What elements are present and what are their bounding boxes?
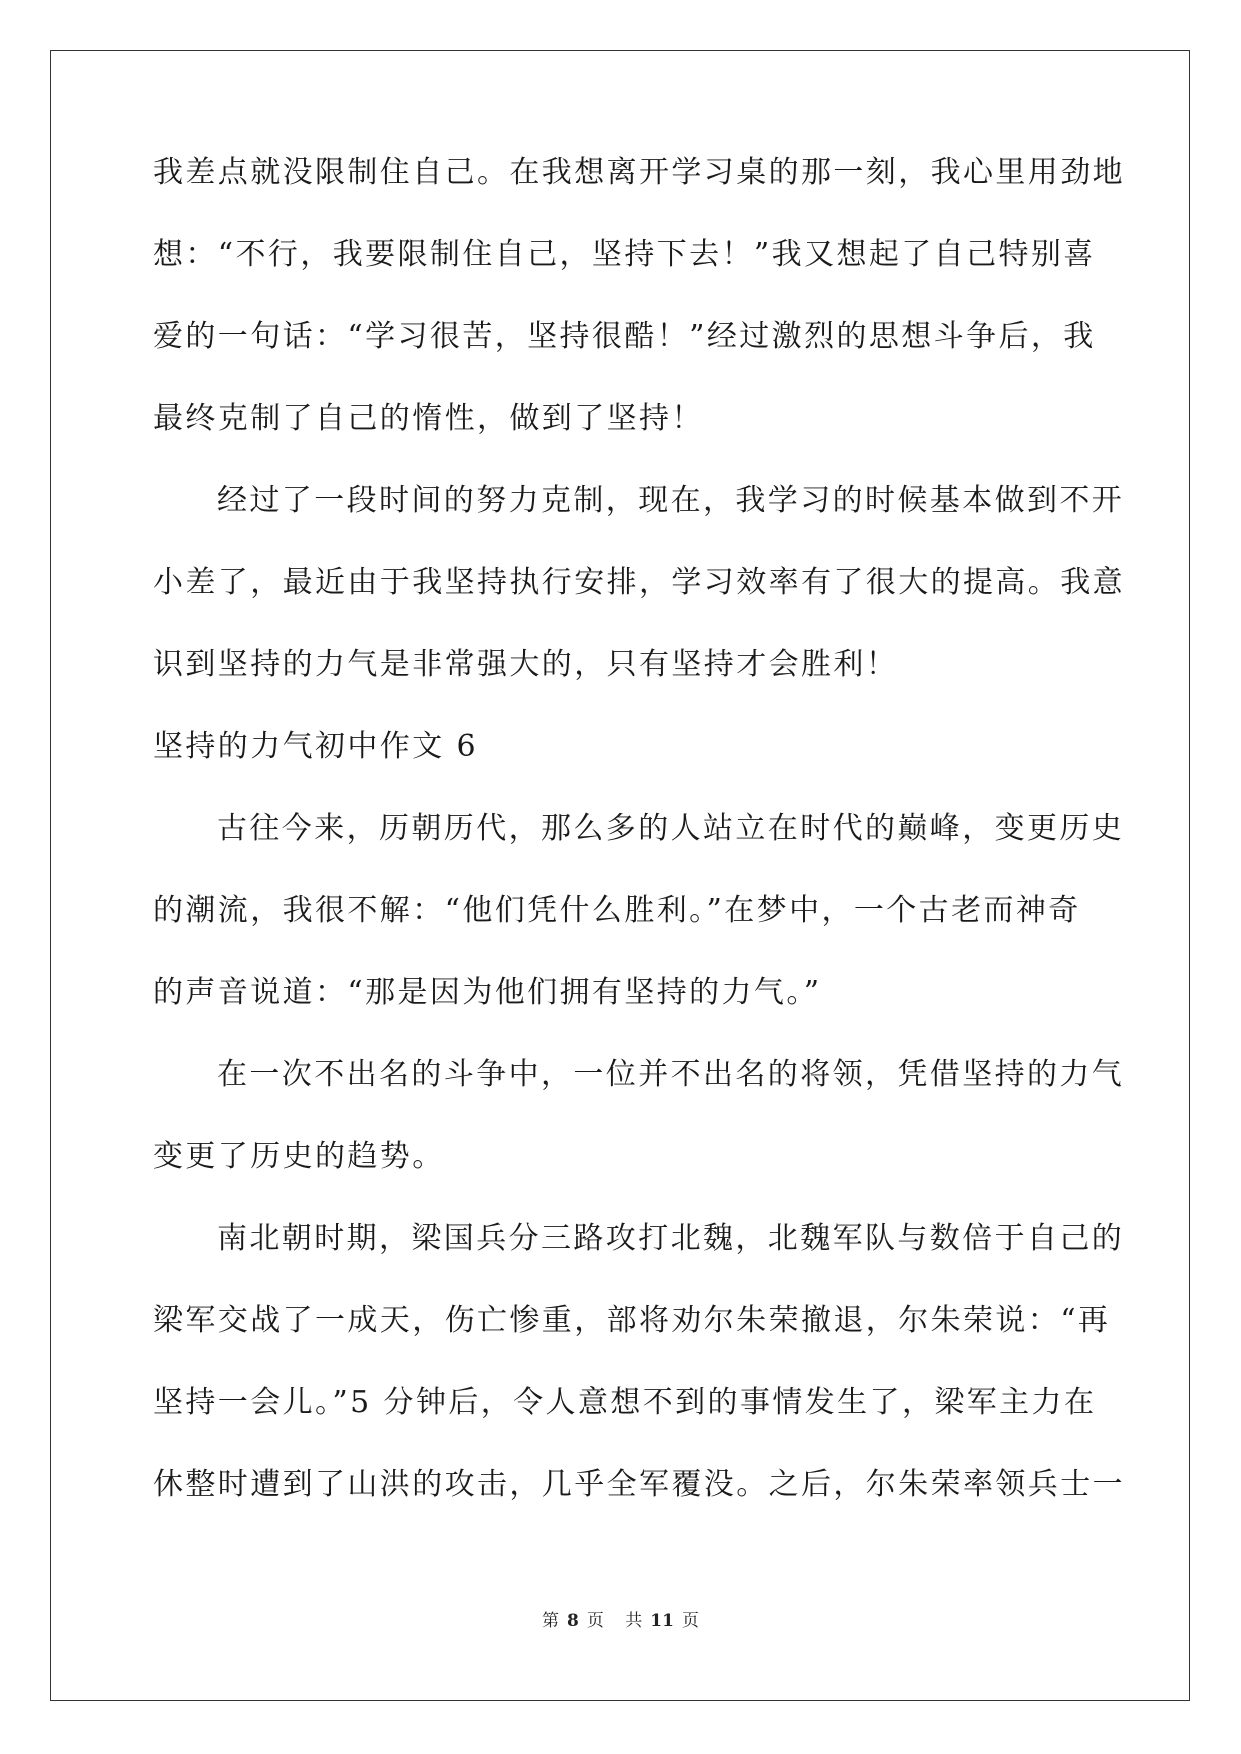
text-line: 梁军交战了一成天，伤亡惨重，部将劝尔朱荣撤退，尔朱荣说：“再 (153, 1303, 1111, 1338)
text-line: 变更了历史的趋势。 (153, 1139, 445, 1174)
page-footer (0, 1606, 1241, 1631)
document-body (153, 155, 1125, 1552)
total-indicator (621, 1611, 703, 1631)
page-prefix: 第 (542, 1611, 560, 1631)
section-title: 坚持的力气初中作文 6 (153, 729, 479, 764)
text-line: 我差点就没限制住自己。在我想离开学习桌的那一刻，我心里用劲地 (153, 155, 1125, 190)
paragraph-first-line: 南北朝时期，梁国兵分三路攻打北魏，北魏军队与数倍于自己的 (217, 1221, 1125, 1256)
page-number: 8 (567, 1611, 579, 1631)
total-prefix: 共 (625, 1611, 643, 1631)
text-line: 休整时遭到了山洪的攻击，几乎全军覆没。之后，尔朱荣率领兵士一 (153, 1467, 1125, 1502)
page-indicator (538, 1611, 608, 1631)
text-line: 爱的一句话：“学习很苦，坚持很酷！”经过激烈的思想斗争后，我 (153, 319, 1096, 354)
paragraph-first-line: 经过了一段时间的努力克制，现在，我学习的时候基本做到不开 (217, 483, 1125, 518)
text-line: 最终克制了自己的惰性，做到了坚持！ (153, 401, 704, 436)
total-pages: 11 (650, 1611, 674, 1631)
text-line: 小差了，最近由于我坚持执行安排，学习效率有了很大的提高。我意 (153, 565, 1125, 600)
text-line: 的潮流，我很不解：“他们凭什么胜利。”在梦中，一个古老而神奇 (153, 893, 1081, 928)
text-line: 坚持一会儿。”5 分钟后，令人意想不到的事情发生了，梁军主力在 (153, 1385, 1097, 1420)
text-line: 想：“不行，我要限制住自己，坚持下去！”我又想起了自己特别喜 (153, 237, 1096, 272)
text-line: 识到坚持的力气是非常强大的，只有坚持才会胜利！ (153, 647, 899, 682)
paragraph-first-line: 古往今来，历朝历代，那么多的人站立在时代的巅峰，变更历史 (217, 811, 1125, 846)
paragraph-first-line: 在一次不出名的斗争中，一位并不出名的将领，凭借坚持的力气 (217, 1057, 1125, 1092)
total-suffix: 页 (681, 1611, 699, 1631)
text-line: 的声音说道：“那是因为他们拥有坚持的力气。” (153, 975, 822, 1010)
page-suffix: 页 (586, 1611, 604, 1631)
